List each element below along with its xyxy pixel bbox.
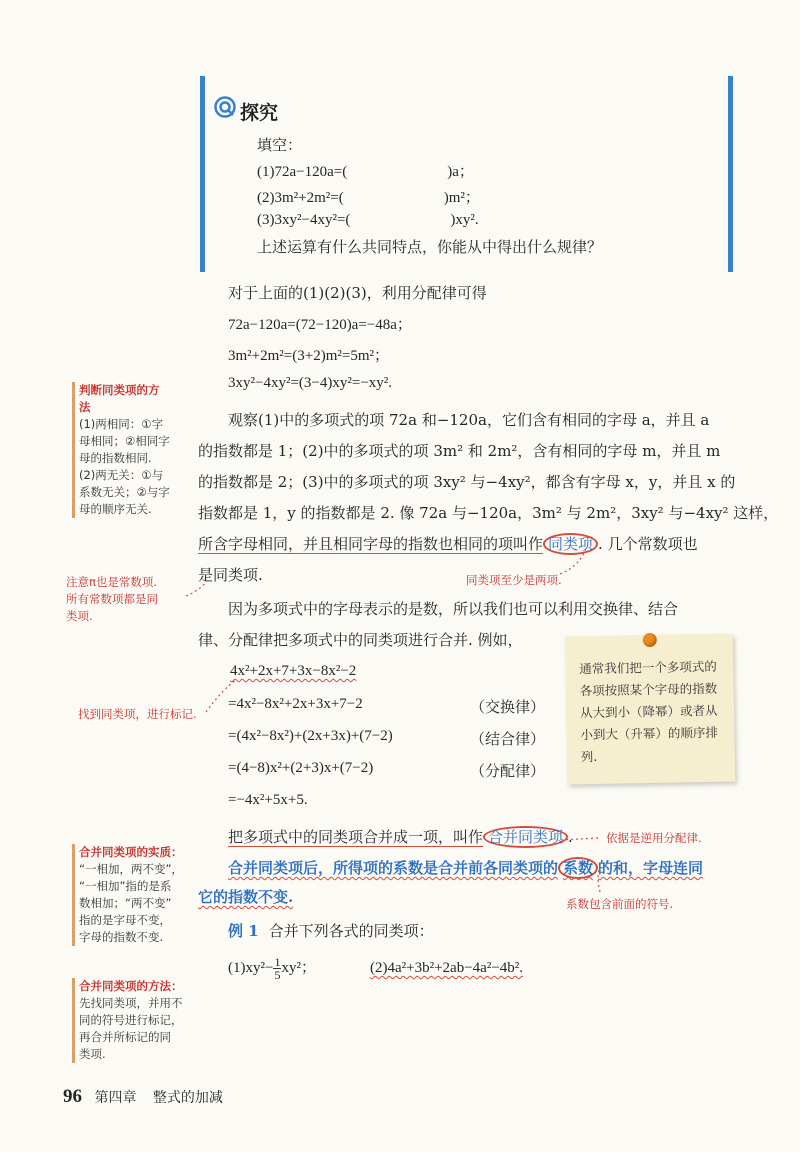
explore-q3: (3)3xy²−4xy²=( )xy².	[257, 212, 479, 228]
note-coefficient-sign: 系数包含前面的符号.	[566, 897, 674, 911]
note-judge-like-terms: 判断同类项的方 法 (1)两相同：①字 母相同；②相同字 母的指数相同. (2)两无关：①与 系数无关；②与字 母的顺序无关.	[72, 382, 189, 518]
rule-line-1: 合并同类项后，所得项的系数是合并前各同类项的 系数 的和，字母连同	[228, 859, 704, 877]
note-essence: 合并同类项的实质： “一相加，两不变”， “一相加”指的是系 数相加；“两不变” 指的是字母不变， 字母的指数不变.	[72, 844, 191, 946]
paragraph-1-line-3: 的指数都是 2；(3)中的多项式的项 3xy² 与−4xy²，都含有字母 x，y，并且 x 的	[198, 473, 736, 491]
paragraph-1-line-2: 的指数都是 1；(2)中的多项式的项 3m² 和 2m²，含有相同的字母 m，并且 m	[198, 442, 721, 460]
example-row-1: =4x²−8x²+2x+3x+7−2	[228, 696, 363, 712]
arrow-basis	[560, 838, 598, 840]
note-method: 合并同类项的方法： 先找同类项，并用不 同的符号进行标记， 再合并所标记的同 类项.	[72, 978, 191, 1063]
arrow-at-least-two	[560, 548, 586, 574]
example-1-part-1: (1)xy²− $\frac{1}{5}$ xy²；	[228, 955, 316, 983]
equation-3: 3xy²−4xy²=(3−4)xy²=−xy².	[228, 375, 393, 391]
equation-1: 72a−120a=(72−120)a=−48a；	[228, 317, 412, 333]
page-number: 96	[63, 1086, 82, 1107]
term-combine-like-terms: 合并同类项	[483, 826, 568, 848]
example-row-4: =−4x²+5x+5.	[228, 792, 308, 808]
definition-line: 把多项式中的同类项合并成一项，叫作 合并同类项 .	[228, 828, 573, 846]
term-like-terms: 同类项	[543, 533, 598, 555]
paragraph-1-line-1: 观察(1)中的多项式的项 72a 和−120a，它们含有相同的字母 a，并且 a	[228, 411, 710, 429]
law-distributive: （分配律）	[470, 762, 546, 780]
sticky-note-text: 通常我们把一个多项式的各项按照某个字母的指数从大到小（降幂）或者从小到大（升幂）的顺序排列.	[579, 658, 719, 765]
paragraph-2-line-2: 律、分配律把多项式中的同类项进行合并. 例如，	[198, 631, 523, 649]
paragraph-1-line-5: 所含字母相同，并且相同字母的指数也相同的项叫作 同类项 . 几个常数项也	[198, 535, 698, 553]
chapter-title: 整式的加减	[152, 1090, 223, 1106]
example-row-2: =(4x²−8x²)+(2x+3x)+(7−2)	[228, 728, 393, 744]
note-at-least-two: 同类项至少是两项.	[466, 573, 562, 587]
paragraph-2-line-1: 因为多项式中的字母表示的是数，所以我们也可以利用交换律、结合	[228, 600, 679, 618]
example-1-part-2: (2)4a²+3b²+2ab−4a²−4b².	[370, 960, 524, 976]
explore-q2: (2)3m²+2m²=( )m²；	[257, 190, 480, 206]
law-associative: （结合律）	[470, 730, 546, 748]
note-basis: 依据是逆用分配律.	[606, 831, 702, 845]
arrow-find-like	[206, 680, 236, 712]
example-top: 4x²+2x+7+3x−8x²−2	[230, 663, 357, 679]
arrow-coef	[598, 868, 600, 892]
paragraph-1-line-6: 是同类项.	[198, 566, 263, 584]
intro-text: 对于上面的(1)(2)(3)，利用分配律可得	[228, 284, 487, 302]
note-constant-terms: 注意π也是常数项. 所有常数项都是同 类项.	[66, 575, 158, 623]
rule-line-2: 它的指数不变.	[198, 888, 294, 906]
explore-prompt: 填空：	[257, 136, 303, 154]
paragraph-1-line-4: 指数都是 1，y 的指数都是 2. 像 72a 与−120a，3m² 与 2m²，3xy² 与−4xy² 这样，	[198, 504, 779, 522]
explore-question: 上述运算有什么共同特点，你能从中得出什么规律？	[257, 238, 603, 256]
note-find-like-terms: 找到同类项，进行标记.	[78, 707, 197, 721]
explore-q1: (1)72a−120a=( )a；	[257, 164, 474, 180]
law-commutative: （交换律）	[470, 698, 546, 716]
equation-2: 3m²+2m²=(3+2)m²=5m²；	[228, 348, 389, 364]
term-coefficient: 系数	[558, 857, 598, 879]
example-row-3: =(4−8)x²+(2+3)x+(7−2)	[228, 760, 374, 776]
arrow-constant	[186, 582, 206, 596]
page-footer	[63, 1086, 223, 1108]
chapter-label: 第四章	[94, 1090, 137, 1106]
explore-title: 探究	[240, 102, 279, 124]
example-1-heading: 例 1 合并下列各式的同类项：	[228, 922, 434, 940]
